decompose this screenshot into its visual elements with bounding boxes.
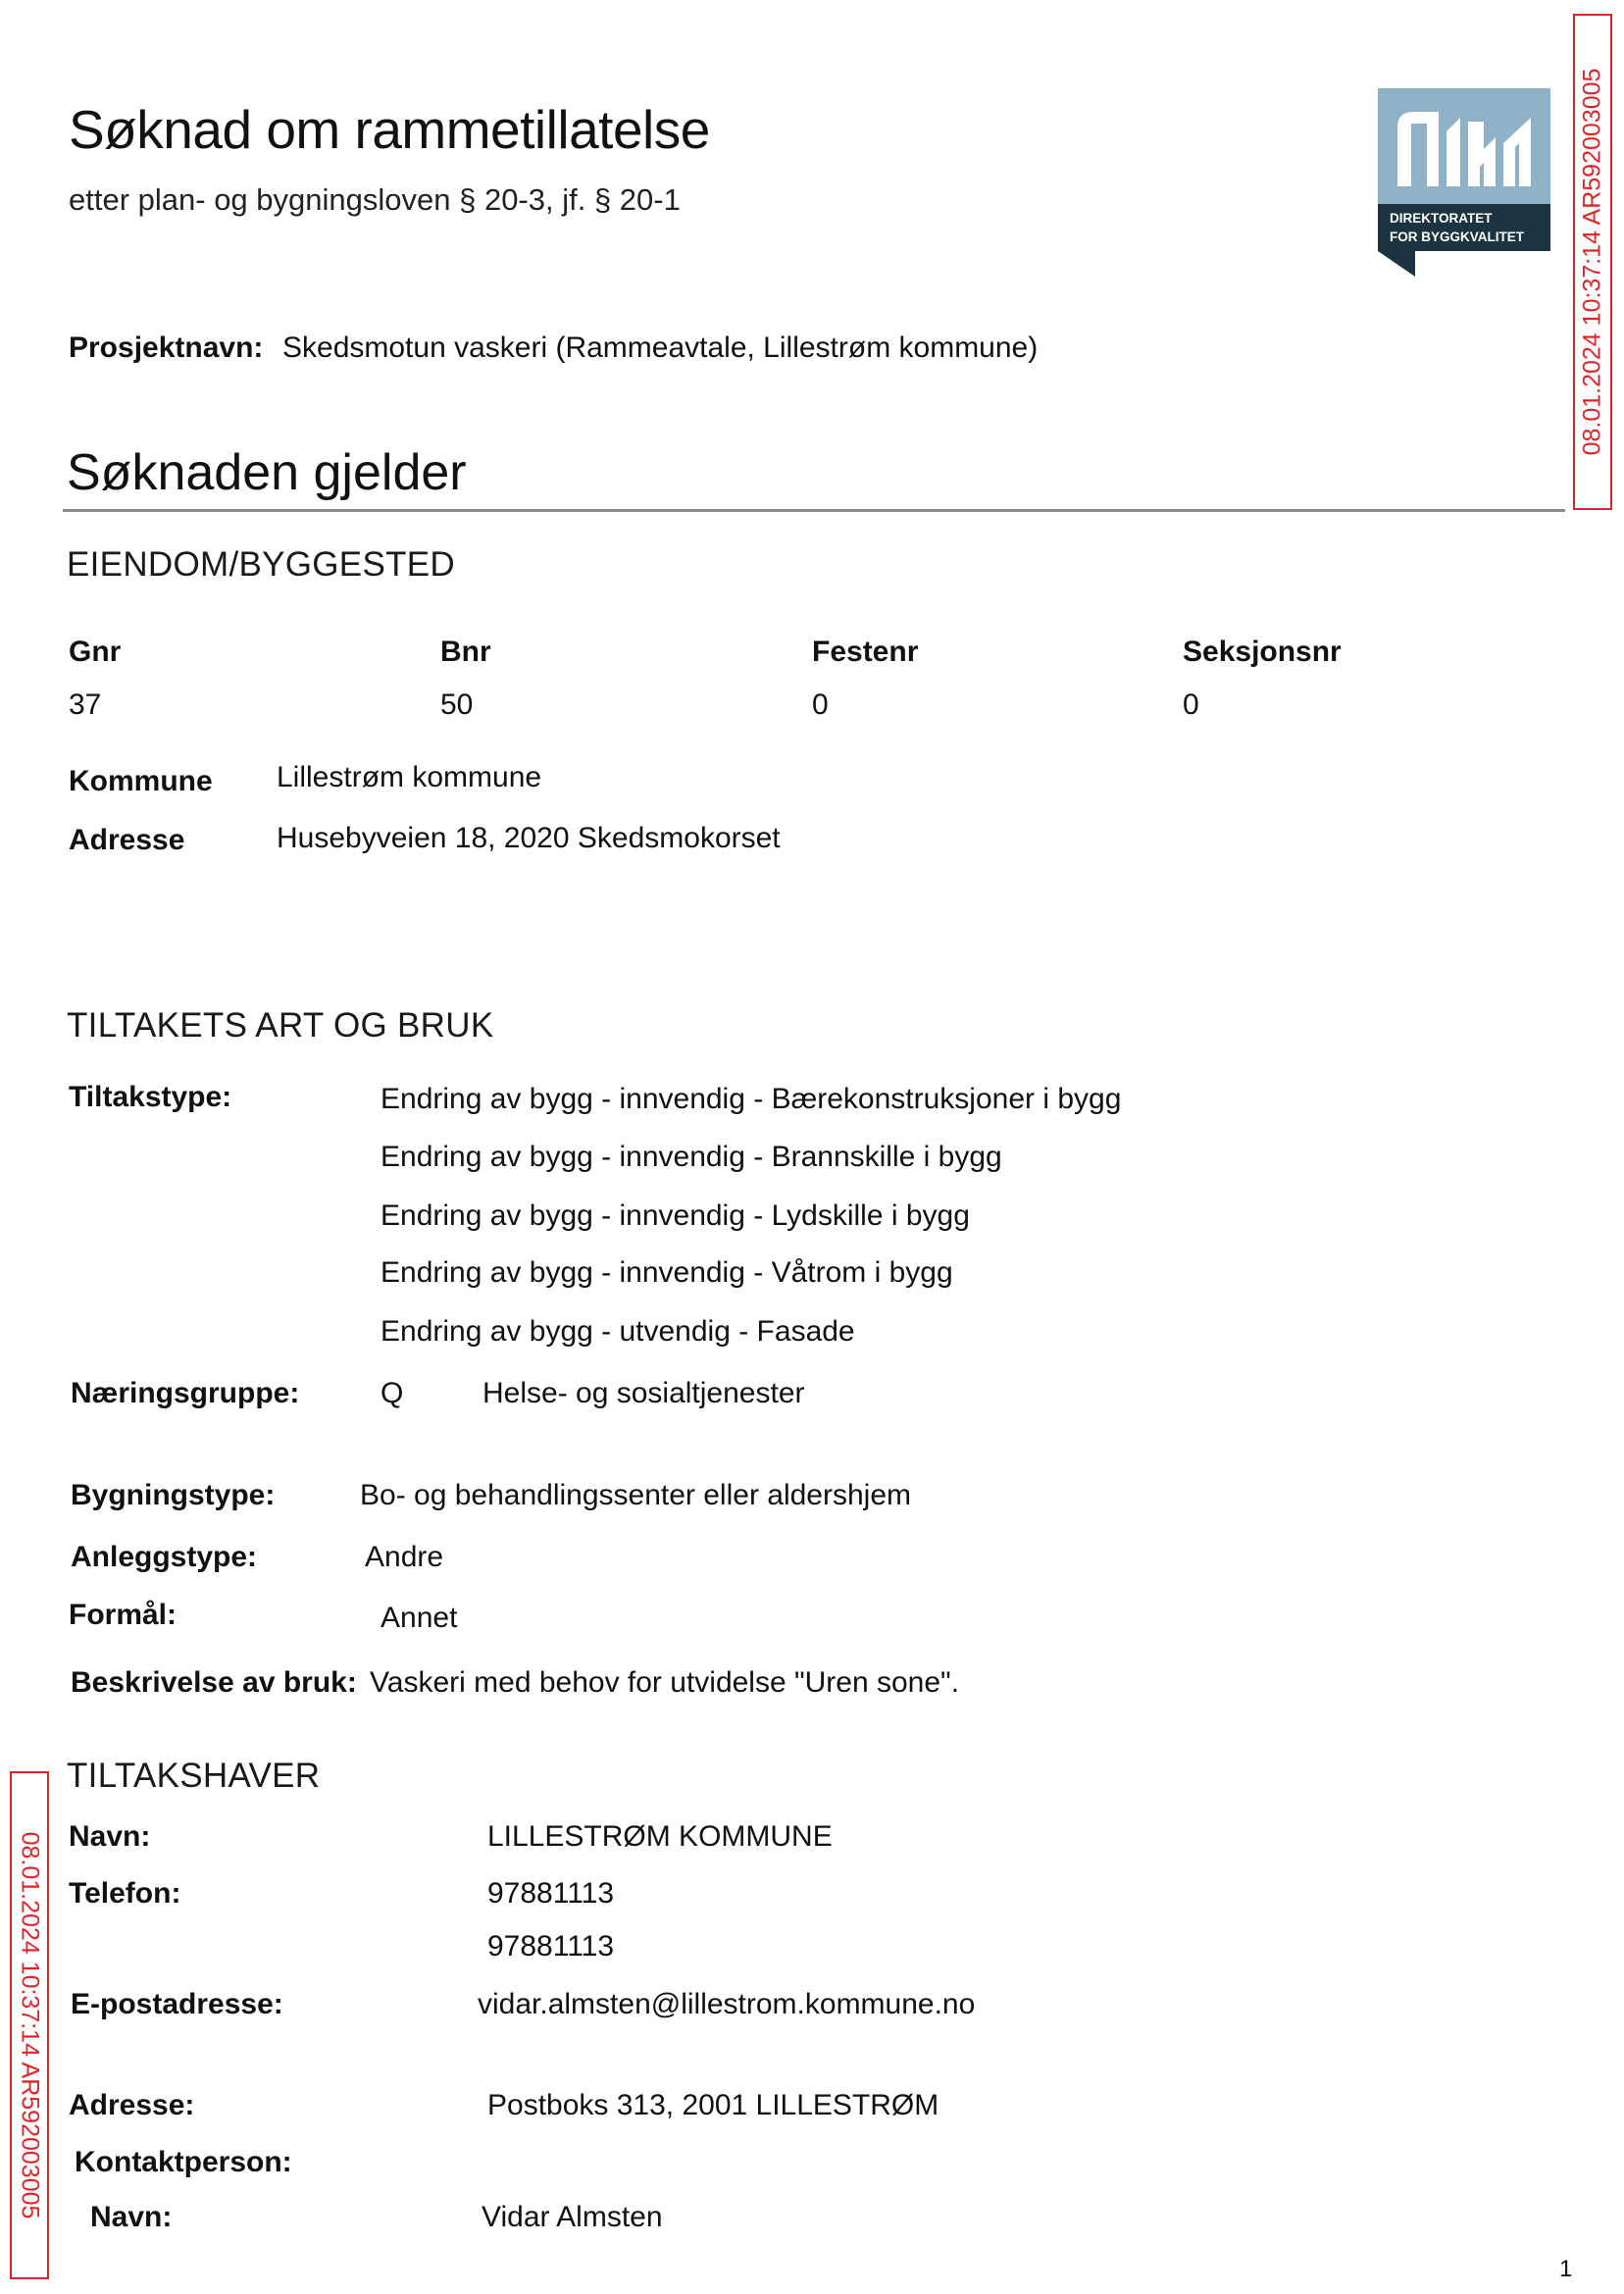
seksjonsnr-label: Seksjonsnr bbox=[1183, 636, 1342, 668]
applicant-telefon-value: 97881113 bbox=[487, 1877, 615, 1910]
tiltakstype-item: Endring av bygg - innvendig - Lydskille i bygg bbox=[381, 1199, 970, 1232]
applicant-epost-label: E-postadresse: bbox=[71, 1988, 283, 2020]
naeringsgruppe-label: Næringsgruppe: bbox=[71, 1377, 300, 1409]
festenr-value: 0 bbox=[812, 688, 829, 721]
bygningstype-value: Bo- og behandlingssenter eller aldershjem bbox=[360, 1479, 912, 1511]
naeringsgruppe-code: Q bbox=[381, 1377, 404, 1409]
stamp-text: 08.01.2024 10:37:14 AR592003005 bbox=[1578, 68, 1606, 456]
project-value: Skedsmotun vaskeri (Rammeavtale, Lillestrøm kommune) bbox=[282, 331, 1039, 364]
tiltakstype-item: Endring av bygg - utvendig - Fasade bbox=[381, 1315, 855, 1348]
received-stamp-right bbox=[1573, 14, 1612, 510]
document-title: Søknad om rammetillatelse bbox=[69, 99, 710, 160]
tiltakstype-item: Endring av bygg - innvendig - Våtrom i bygg bbox=[381, 1256, 953, 1289]
logo-line1: DIREKTORATET bbox=[1390, 211, 1493, 226]
beskrivelse-value: Vaskeri med behov for utvidelse "Uren sone". bbox=[370, 1666, 960, 1699]
anleggstype-value: Andre bbox=[365, 1541, 444, 1573]
kontakt-navn-value: Vidar Almsten bbox=[482, 2201, 663, 2233]
applicant-telefon-value-2: 97881113 bbox=[487, 1930, 615, 1963]
kontakt-navn-label: Navn: bbox=[90, 2201, 173, 2233]
project-label: Prosjektnavn: bbox=[69, 331, 264, 364]
page-number: 1 bbox=[1559, 2256, 1573, 2282]
formal-value: Annet bbox=[381, 1602, 458, 1634]
tiltakstype-item: Endring av bygg - innvendig - Brannskille i bygg bbox=[381, 1141, 1002, 1173]
section-title: Søknaden gjelder bbox=[67, 444, 467, 501]
applicant-navn-label: Navn: bbox=[69, 1820, 151, 1853]
tiltakstype-label: Tiltakstype: bbox=[69, 1081, 232, 1113]
gnr-value: 37 bbox=[69, 688, 102, 721]
property-heading: EIENDOM/BYGGESTED bbox=[67, 545, 455, 584]
applicant-heading: TILTAKSHAVER bbox=[67, 1757, 321, 1795]
adresse-value: Husebyveien 18, 2020 Skedsmokorset bbox=[277, 822, 781, 854]
applicant-epost-value: vidar.almsten@lillestrom.kommune.no bbox=[478, 1988, 976, 2020]
naeringsgruppe-value: Helse- og sosialtjenester bbox=[482, 1377, 805, 1409]
bygningstype-label: Bygningstype: bbox=[71, 1479, 276, 1511]
festenr-label: Festenr bbox=[812, 636, 919, 668]
kommune-value: Lillestrøm kommune bbox=[277, 761, 542, 793]
formal-label: Formål: bbox=[69, 1599, 178, 1631]
kontaktperson-label: Kontaktperson: bbox=[75, 2146, 292, 2178]
kommune-label: Kommune bbox=[69, 765, 213, 797]
received-stamp-left bbox=[10, 1771, 49, 2279]
bnr-label: Bnr bbox=[440, 636, 491, 668]
beskrivelse-label: Beskrivelse av bruk: bbox=[71, 1666, 357, 1699]
document-subtitle: etter plan- og bygningsloven § 20-3, jf. § 20-1 bbox=[69, 182, 681, 217]
adresse-label: Adresse bbox=[69, 824, 185, 856]
stamp-text: 08.01.2024 10:37:14 AR592003005 bbox=[16, 1831, 44, 2219]
bnr-value: 50 bbox=[440, 688, 474, 721]
anleggstype-label: Anleggstype: bbox=[71, 1541, 258, 1573]
applicant-navn-value: LILLESTRØM KOMMUNE bbox=[487, 1820, 833, 1853]
applicant-telefon-label: Telefon: bbox=[69, 1877, 181, 1910]
applicant-adresse-value: Postboks 313, 2001 LILLESTRØM bbox=[487, 2089, 939, 2121]
applicant-adresse-label: Adresse: bbox=[69, 2089, 195, 2121]
section-divider bbox=[63, 509, 1565, 512]
gnr-label: Gnr bbox=[69, 636, 122, 668]
measure-heading: TILTAKETS ART OG BRUK bbox=[67, 1006, 494, 1045]
dibk-logo-icon bbox=[1378, 88, 1550, 277]
seksjonsnr-value: 0 bbox=[1183, 688, 1199, 721]
tiltakstype-item: Endring av bygg - innvendig - Bærekonstruksjoner i bygg bbox=[381, 1083, 1122, 1115]
logo-line2: FOR BYGGKVALITET bbox=[1390, 229, 1524, 244]
